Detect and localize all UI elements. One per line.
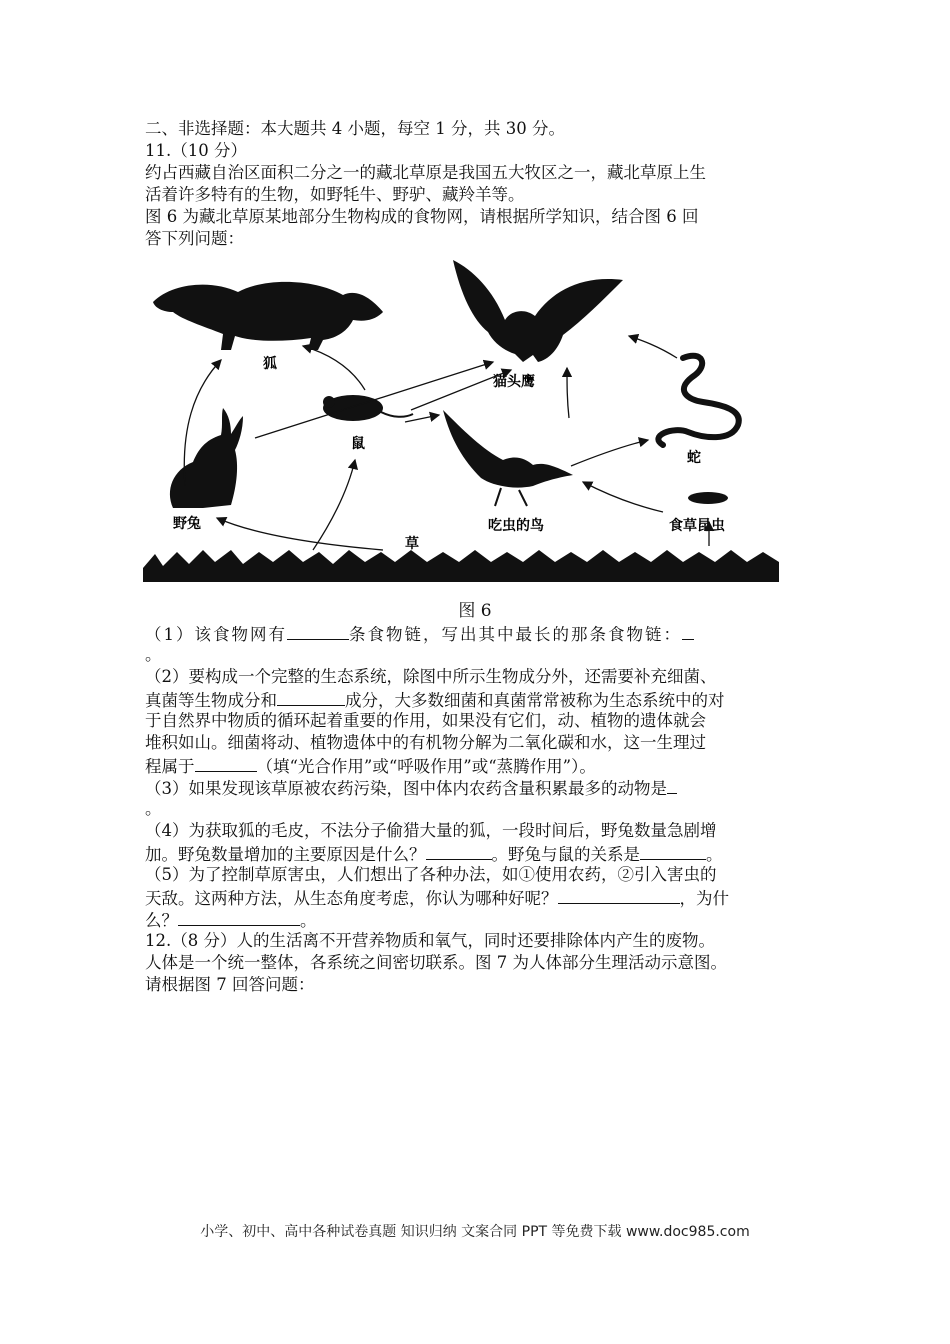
q11-part-5-text-d: 么？ xyxy=(145,911,178,930)
food-web-diagram xyxy=(143,250,783,590)
answer-blank-rabbit-mouse-relation[interactable] xyxy=(640,842,706,860)
page-footer: 小学、初中、高中各种试卷真题 知识归纳 文案合同 PPT 等免费下载 www.doc985.com xyxy=(200,1224,750,1240)
q11-part-5-text-b: 天敌。这两种方法，从生态角度考虑，你认为哪种好呢？ xyxy=(145,889,558,908)
figure-6-caption: 图 6 xyxy=(458,601,492,621)
q11-part-5-text-c: ，为什 xyxy=(679,889,729,908)
arrow-bird-owl xyxy=(567,368,569,418)
q11-part-2-line-1: （2）要构成一个完整的生态系统，除图中所示生物成分外，还需要补充细菌、 xyxy=(145,667,717,686)
q11-intro-line-2: 活着许多特有的生物，如野牦牛、野驴、藏羚羊等。 xyxy=(145,185,525,204)
q11-part-1-line-2: 。 xyxy=(145,645,162,664)
q11-intro-line-1: 约占西藏自治区面积二分之一的藏北草原是我国五大牧区之一，藏北草原上生 xyxy=(145,163,706,182)
owl-silhouette xyxy=(453,260,623,362)
mouse-label: 鼠 xyxy=(351,436,365,452)
arrow-grass-rabbit xyxy=(217,518,383,550)
grass-strip xyxy=(143,550,779,582)
q11-part-4-text-d: 。 xyxy=(706,845,723,864)
q11-part-2-line-2 xyxy=(145,688,810,712)
answer-blank-rabbit-reason[interactable] xyxy=(426,842,492,860)
q11-part-2-line-5 xyxy=(145,754,810,778)
fox-silhouette xyxy=(153,282,383,350)
q11-part-2-text-b: 真菌等生物成分和 xyxy=(145,691,277,710)
answer-blank-method-reason[interactable] xyxy=(178,908,300,926)
arrow-insect-bird xyxy=(583,482,663,512)
answer-blank-better-method[interactable] xyxy=(558,886,680,904)
q11-part-2-line-3: 于自然界中物质的循环起着重要的作用，如果没有它们，动、植物的遗体就会 xyxy=(145,711,706,730)
answer-blank-nonliving-component[interactable] xyxy=(277,688,345,706)
q11-part-2-text-g: （填“光合作用”或“呼吸作用”或“蒸腾作用”）。 xyxy=(256,757,596,776)
q11-intro-line-4: 答下列问题： xyxy=(145,229,244,248)
snake-silhouette xyxy=(658,356,738,445)
q11-part-4-text-c: 。野兔与鼠的关系是 xyxy=(491,845,640,864)
question-11-number: 11.（10 分） xyxy=(145,141,247,160)
q11-intro-line-3: 图 6 为藏北草原某地部分生物构成的食物网，请根据所学知识，结合图 6 回 xyxy=(145,207,699,226)
answer-blank-physiological-process[interactable] xyxy=(195,754,257,772)
q12-line-3: 请根据图 7 回答问题： xyxy=(145,975,315,994)
owl-label: 猫头鹰 xyxy=(493,374,535,390)
q11-part-3-line-2: 。 xyxy=(145,799,162,818)
rabbit-label: 野兔 xyxy=(173,516,201,532)
q11-part-2-text-f: 程属于 xyxy=(145,757,195,776)
grass-label: 草 xyxy=(405,536,419,552)
arrow-mouse-fox xyxy=(303,346,365,390)
bird-silhouette xyxy=(443,410,573,506)
arrow-mouse-owl xyxy=(411,370,511,410)
q11-part-5-line-3 xyxy=(145,908,810,932)
rabbit-silhouette xyxy=(170,408,243,508)
section-heading: 二、非选择题：本大题共 4 小题，每空 1 分，共 30 分。 xyxy=(145,119,565,138)
bird-label: 吃虫的鸟 xyxy=(488,518,544,534)
q12-line-2: 人体是一个统一整体，各系统之间密切联系。图 7 为人体部分生理活动示意图。 xyxy=(145,953,727,972)
q11-part-3-text-a: （3）如果发现该草原被农药污染，图中体内农药含量积累最多的动物是 xyxy=(145,779,667,798)
q11-part-4-line-2 xyxy=(145,842,810,866)
q11-part-3-line-1 xyxy=(145,776,810,800)
arrow-snake-owl xyxy=(629,336,677,358)
q11-part-5-text-e: 。 xyxy=(300,911,317,930)
q11-part-1-text-b: 条食物链，写出其中最长的那条食物链： xyxy=(349,625,682,644)
answer-blank-longest-chain[interactable] xyxy=(682,622,694,640)
q11-part-5-line-2 xyxy=(145,886,810,910)
insect-silhouette xyxy=(688,492,728,504)
q11-part-1-text-a: （1）该食物网有 xyxy=(145,625,287,644)
food-web-figure xyxy=(143,250,783,590)
q11-part-2-text-c: 成分，大多数细菌和真菌常常被称为生态系统中的对 xyxy=(345,691,725,710)
arrow-grass-mouse xyxy=(313,460,355,550)
q12-line-1: 12.（8 分）人的生活离不开营养物质和氧气，同时还要排除体内产生的废物。 xyxy=(145,931,715,950)
q11-part-4-text-b: 加。野兔数量增加的主要原因是什么？ xyxy=(145,845,426,864)
q11-part-1-line-1 xyxy=(145,622,810,646)
arrow-bird-snake xyxy=(571,440,648,466)
q11-part-5-line-1: （5）为了控制草原害虫，人们想出了各种办法，如①使用农药，②引入害虫的 xyxy=(145,865,717,884)
mouse-silhouette xyxy=(323,395,413,421)
insect-label: 食草昆虫 xyxy=(669,518,725,534)
snake-label: 蛇 xyxy=(687,450,701,466)
answer-blank-chain-count[interactable] xyxy=(287,622,349,640)
q11-part-2-line-4: 堆积如山。细菌将动、植物遗体中的有机物分解为二氧化碳和水，这一生理过 xyxy=(145,733,706,752)
fox-label: 狐 xyxy=(263,356,277,372)
answer-blank-pesticide-animal[interactable] xyxy=(667,776,677,794)
q11-part-4-line-1: （4）为获取狐的毛皮，不法分子偷猎大量的狐，一段时间后，野兔数量急剧增 xyxy=(145,821,717,840)
